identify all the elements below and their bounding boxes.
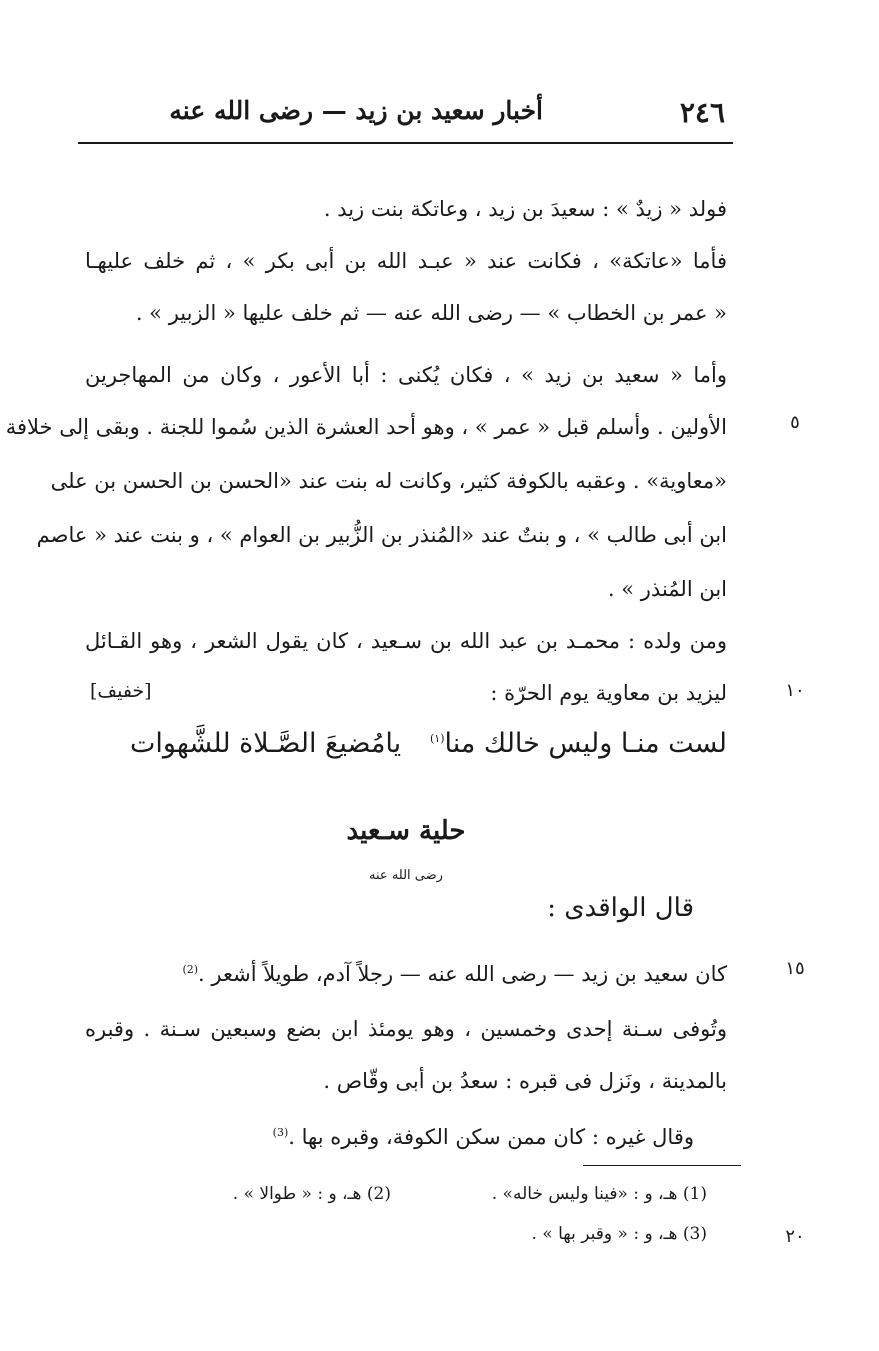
verse-first-hemistich [430, 728, 727, 774]
speaker-line: قال الواقدى : [547, 893, 694, 923]
text-line-14-text: وقال غيره : كان ممن سكن الكوفة، وقبره بها . [288, 1125, 694, 1149]
footnote-rule [583, 1165, 741, 1166]
text-line-2: فأما «عاتكة» ، فكانت عند « عبـد الله بن أبى بكر » ، ثم خلف عليهـا [85, 249, 727, 273]
footnote-3: (3) هـ، و : « وقبر بها » . [531, 1224, 707, 1244]
text-line-11-text: كان سعيد بن زيد — رضى الله عنه — رجلاً آدم، طويلاً أشعر . [198, 962, 727, 986]
running-title: أخبار سعيد بن زيد — رضى الله عنه [169, 96, 543, 125]
text-line-7: ابن أبى طالب » ، و بنتٌ عند «المُنذر بن الزُّبير بن العوام » ، و بنت عند « عاصم [36, 523, 727, 547]
section-subheading: رضى الله عنه [369, 868, 443, 883]
text-line-12: وتُوفى سـنة إحدى وخمسين ، وهو يومئذ ابن بضع وسبعين سـنة . وقبره [85, 1017, 727, 1041]
text-line-5: الأولين . وأسلم قبل « عمر » ، وهو أحد العشرة الذين سُموا للجنة . وبقى إلى خلافة [5, 415, 727, 439]
margin-line-number-10: ١٠ [785, 680, 805, 701]
meter-tag: [خفيف] [90, 680, 152, 702]
footnote-ref-2: (2) [182, 963, 199, 976]
text-line-10: ليزيد بن معاوية يوم الحرّة : [490, 681, 727, 705]
footnote-ref-3: (3) [272, 1126, 289, 1139]
text-line-9: ومن ولده : محمـد بن عبد الله بن سـعيد ، كان يقول الشعر ، وهو القـائل [85, 629, 727, 653]
section-heading: حلية سـعيد [346, 816, 466, 846]
footnote-1: (1) هـ، و : «فينا وليس خاله» . [491, 1184, 707, 1204]
header-rule [78, 142, 733, 144]
text-line-6: «معاوية» . وعقبه بالكوفة كثير، وكانت له بنت عند «الحسن بن الحسن بن على [50, 469, 727, 493]
verse-first-text: لست منـا وليس خالك منا [444, 728, 727, 759]
text-line-14 [273, 1118, 694, 1150]
verse-second-hemistich: يامُضيعَ الصَّـلاة للشَّهوات [130, 728, 402, 759]
page-header [78, 92, 733, 136]
text-line-8: ابن المُنذر » . [607, 577, 727, 601]
margin-line-number-20: ٢٠ [785, 1226, 805, 1247]
text-line-4: وأما « سعيد بن زيد » ، فكان يُكنى : أبا الأعور ، وكان من المهاجرين [85, 363, 727, 387]
footnote-ref-1: (١) [430, 732, 445, 745]
text-line-3: « عمر بن الخطاب » — رضى الله عنه — ثم خلف عليها « الزبير » . [135, 301, 727, 325]
footnote-2: (2) هـ، و : « طوالا » . [232, 1184, 391, 1204]
text-line-1: فولد « زيدٌ » : سعيدَ بن زيد ، وعاتكة بنت زيد . [323, 197, 727, 221]
margin-line-number-5: ٥ [790, 412, 800, 433]
margin-line-number-15: ١٥ [785, 958, 805, 979]
text-line-11 [182, 955, 727, 987]
page-number: ٢٤٦ [679, 96, 725, 129]
text-line-13: بالمدينة ، ونَزل فى قبره : سعدُ بن أبى وقّاص . [323, 1069, 727, 1093]
